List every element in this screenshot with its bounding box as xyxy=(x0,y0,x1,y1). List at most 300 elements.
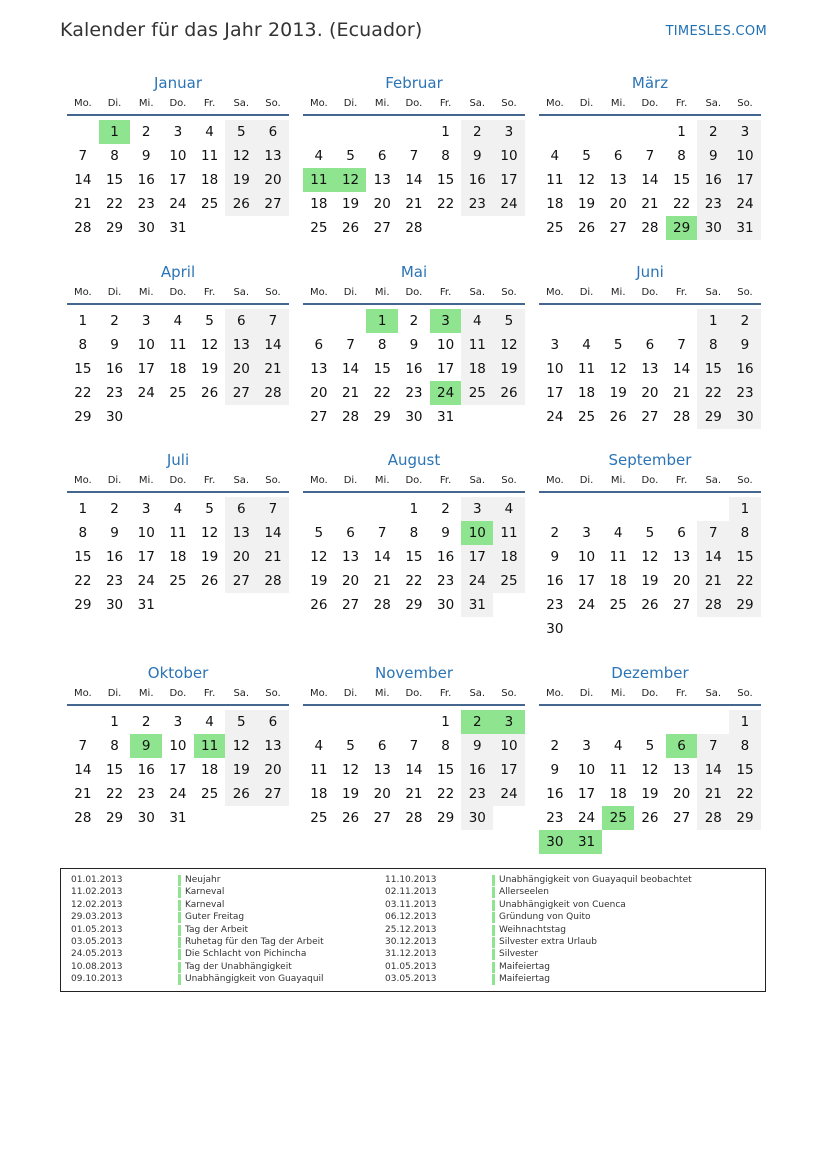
day-cell[interactable]: 28 xyxy=(74,810,92,826)
day-cell[interactable]: 15 xyxy=(74,549,92,565)
day-cell[interactable]: 21 xyxy=(641,196,659,212)
day-cell[interactable]: 23 xyxy=(697,192,729,216)
day-cell[interactable]: 15 xyxy=(697,357,729,381)
day-cell[interactable]: 17 xyxy=(169,172,187,188)
day-cell[interactable]: 26 xyxy=(310,597,328,613)
day-cell[interactable]: 8 xyxy=(677,148,686,164)
day-cell[interactable]: 2 xyxy=(141,124,151,140)
day-cell[interactable]: 11 xyxy=(493,521,525,545)
day-cell[interactable]: 24 xyxy=(577,597,596,613)
day-cell[interactable]: 13 xyxy=(257,734,289,758)
day-cell[interactable]: 13 xyxy=(373,762,391,778)
day-cell[interactable]: 19 xyxy=(310,573,328,589)
day-cell[interactable]: 12 xyxy=(577,172,596,188)
day-cell[interactable]: 17 xyxy=(437,361,455,377)
day-cell[interactable]: 2 xyxy=(729,309,761,333)
day-cell[interactable]: 23 xyxy=(729,381,761,405)
day-cell[interactable]: 13 xyxy=(609,172,627,188)
day-cell[interactable]: 3 xyxy=(461,497,493,521)
day-cell[interactable]: 5 xyxy=(645,738,655,754)
day-cell[interactable]: 4 xyxy=(173,313,183,329)
holiday-day[interactable]: 29 xyxy=(666,216,698,240)
day-cell[interactable]: 13 xyxy=(341,549,360,565)
day-cell[interactable]: 12 xyxy=(641,762,659,778)
day-cell[interactable]: 6 xyxy=(645,337,655,353)
day-cell[interactable]: 11 xyxy=(169,525,187,541)
day-cell[interactable]: 19 xyxy=(341,196,360,212)
day-cell[interactable]: 30 xyxy=(105,597,124,613)
day-cell[interactable]: 4 xyxy=(613,525,623,541)
day-cell[interactable]: 9 xyxy=(550,762,560,778)
holiday-day[interactable]: 6 xyxy=(666,734,698,758)
day-cell[interactable]: 8 xyxy=(409,525,419,541)
holiday-day[interactable]: 31 xyxy=(571,830,603,854)
day-cell[interactable]: 31 xyxy=(169,220,187,236)
day-cell[interactable]: 13 xyxy=(641,361,659,377)
day-cell[interactable]: 29 xyxy=(729,593,761,617)
day-cell[interactable]: 8 xyxy=(697,333,729,357)
day-cell[interactable]: 15 xyxy=(74,361,92,377)
day-cell[interactable]: 10 xyxy=(577,762,596,778)
day-cell[interactable]: 21 xyxy=(257,545,289,569)
day-cell[interactable]: 16 xyxy=(105,549,124,565)
day-cell[interactable]: 2 xyxy=(697,120,729,144)
day-cell[interactable]: 29 xyxy=(405,597,423,613)
day-cell[interactable]: 24 xyxy=(493,192,525,216)
day-cell[interactable]: 18 xyxy=(310,196,328,212)
day-cell[interactable]: 7 xyxy=(409,148,419,164)
day-cell[interactable]: 25 xyxy=(546,220,564,236)
holiday-day[interactable]: 11 xyxy=(194,734,226,758)
day-cell[interactable]: 23 xyxy=(137,196,155,212)
day-cell[interactable]: 14 xyxy=(405,172,423,188)
day-cell[interactable]: 6 xyxy=(314,337,324,353)
day-cell[interactable]: 12 xyxy=(201,525,219,541)
day-cell[interactable]: 10 xyxy=(546,361,564,377)
day-cell[interactable]: 12 xyxy=(493,333,525,357)
day-cell[interactable]: 20 xyxy=(257,168,289,192)
day-cell[interactable]: 6 xyxy=(257,120,289,144)
day-cell[interactable]: 22 xyxy=(373,385,391,401)
day-cell[interactable]: 22 xyxy=(729,782,761,806)
day-cell[interactable]: 9 xyxy=(141,148,151,164)
day-cell[interactable]: 23 xyxy=(105,573,124,589)
day-cell[interactable]: 28 xyxy=(697,593,729,617)
holiday-day[interactable]: 2 xyxy=(461,710,493,734)
day-cell[interactable]: 26 xyxy=(341,810,360,826)
day-cell[interactable]: 29 xyxy=(697,405,729,429)
day-cell[interactable]: 21 xyxy=(405,196,423,212)
holiday-day[interactable]: 24 xyxy=(430,381,462,405)
day-cell[interactable]: 13 xyxy=(310,361,328,377)
day-cell[interactable]: 27 xyxy=(641,409,659,425)
day-cell[interactable]: 10 xyxy=(729,144,761,168)
day-cell[interactable]: 16 xyxy=(697,168,729,192)
day-cell[interactable]: 21 xyxy=(697,782,729,806)
day-cell[interactable]: 1 xyxy=(110,714,119,730)
holiday-day[interactable]: 3 xyxy=(493,710,525,734)
day-cell[interactable]: 21 xyxy=(74,786,92,802)
day-cell[interactable]: 22 xyxy=(105,196,124,212)
day-cell[interactable]: 15 xyxy=(105,762,124,778)
day-cell[interactable]: 24 xyxy=(493,782,525,806)
day-cell[interactable]: 6 xyxy=(377,148,387,164)
day-cell[interactable]: 30 xyxy=(546,621,564,637)
day-cell[interactable]: 1 xyxy=(677,124,686,140)
day-cell[interactable]: 11 xyxy=(577,361,596,377)
day-cell[interactable]: 9 xyxy=(697,144,729,168)
day-cell[interactable]: 23 xyxy=(105,385,124,401)
day-cell[interactable]: 10 xyxy=(137,337,155,353)
day-cell[interactable]: 17 xyxy=(493,168,525,192)
day-cell[interactable]: 31 xyxy=(729,216,761,240)
day-cell[interactable]: 2 xyxy=(141,714,151,730)
day-cell[interactable]: 20 xyxy=(673,786,691,802)
day-cell[interactable]: 15 xyxy=(105,172,124,188)
day-cell[interactable]: 14 xyxy=(341,361,360,377)
day-cell[interactable]: 13 xyxy=(673,549,691,565)
day-cell[interactable]: 13 xyxy=(225,333,257,357)
day-cell[interactable]: 20 xyxy=(373,786,391,802)
day-cell[interactable]: 7 xyxy=(645,148,655,164)
day-cell[interactable]: 23 xyxy=(461,192,493,216)
day-cell[interactable]: 4 xyxy=(493,497,525,521)
day-cell[interactable]: 6 xyxy=(677,525,686,541)
day-cell[interactable]: 9 xyxy=(441,525,450,541)
day-cell[interactable]: 15 xyxy=(729,758,761,782)
holiday-day[interactable]: 30 xyxy=(539,830,571,854)
day-cell[interactable]: 2 xyxy=(110,313,119,329)
day-cell[interactable]: 8 xyxy=(110,738,119,754)
day-cell[interactable]: 19 xyxy=(641,573,659,589)
day-cell[interactable]: 30 xyxy=(137,810,155,826)
day-cell[interactable]: 28 xyxy=(257,381,289,405)
day-cell[interactable]: 7 xyxy=(409,738,419,754)
brand-link[interactable]: TIMESLES.COM xyxy=(665,24,767,39)
day-cell[interactable]: 16 xyxy=(546,786,564,802)
day-cell[interactable]: 19 xyxy=(225,168,257,192)
day-cell[interactable]: 26 xyxy=(225,782,257,806)
day-cell[interactable]: 16 xyxy=(105,361,124,377)
day-cell[interactable]: 19 xyxy=(577,196,596,212)
day-cell[interactable]: 5 xyxy=(493,309,525,333)
day-cell[interactable]: 19 xyxy=(201,361,219,377)
day-cell[interactable]: 7 xyxy=(697,521,729,545)
day-cell[interactable]: 16 xyxy=(137,172,155,188)
day-cell[interactable]: 14 xyxy=(74,172,92,188)
day-cell[interactable]: 25 xyxy=(461,381,493,405)
day-cell[interactable]: 4 xyxy=(613,738,623,754)
day-cell[interactable]: 21 xyxy=(697,569,729,593)
day-cell[interactable]: 12 xyxy=(225,734,257,758)
day-cell[interactable]: 23 xyxy=(405,385,423,401)
day-cell[interactable]: 31 xyxy=(437,409,455,425)
day-cell[interactable]: 10 xyxy=(437,337,455,353)
day-cell[interactable]: 18 xyxy=(609,786,627,802)
day-cell[interactable]: 28 xyxy=(257,569,289,593)
day-cell[interactable]: 20 xyxy=(673,573,691,589)
day-cell[interactable]: 10 xyxy=(577,549,596,565)
day-cell[interactable]: 20 xyxy=(310,385,328,401)
day-cell[interactable]: 31 xyxy=(169,810,187,826)
day-cell[interactable]: 9 xyxy=(729,333,761,357)
day-cell[interactable]: 29 xyxy=(373,409,391,425)
day-cell[interactable]: 24 xyxy=(169,196,187,212)
day-cell[interactable]: 19 xyxy=(493,357,525,381)
day-cell[interactable]: 19 xyxy=(641,786,659,802)
day-cell[interactable]: 1 xyxy=(441,714,450,730)
day-cell[interactable]: 3 xyxy=(141,501,151,517)
day-cell[interactable]: 7 xyxy=(78,148,88,164)
day-cell[interactable]: 16 xyxy=(729,357,761,381)
day-cell[interactable]: 6 xyxy=(225,309,257,333)
day-cell[interactable]: 11 xyxy=(310,762,328,778)
day-cell[interactable]: 28 xyxy=(405,810,423,826)
day-cell[interactable]: 18 xyxy=(169,361,187,377)
day-cell[interactable]: 23 xyxy=(546,810,564,826)
day-cell[interactable]: 17 xyxy=(493,758,525,782)
day-cell[interactable]: 15 xyxy=(405,549,423,565)
day-cell[interactable]: 11 xyxy=(609,762,627,778)
day-cell[interactable]: 23 xyxy=(137,786,155,802)
day-cell[interactable]: 10 xyxy=(169,148,187,164)
day-cell[interactable]: 3 xyxy=(550,337,560,353)
day-cell[interactable]: 7 xyxy=(697,734,729,758)
holiday-day[interactable]: 1 xyxy=(99,120,131,144)
holiday-day[interactable]: 3 xyxy=(430,309,462,333)
holiday-day[interactable]: 11 xyxy=(303,168,335,192)
day-cell[interactable]: 14 xyxy=(697,545,729,569)
day-cell[interactable]: 7 xyxy=(346,337,355,353)
day-cell[interactable]: 14 xyxy=(257,333,289,357)
day-cell[interactable]: 27 xyxy=(673,597,691,613)
day-cell[interactable]: 4 xyxy=(582,337,591,353)
day-cell[interactable]: 20 xyxy=(225,545,257,569)
day-cell[interactable]: 27 xyxy=(609,220,627,236)
day-cell[interactable]: 14 xyxy=(673,361,691,377)
day-cell[interactable]: 17 xyxy=(137,549,155,565)
day-cell[interactable]: 28 xyxy=(405,220,423,236)
day-cell[interactable]: 29 xyxy=(74,409,92,425)
day-cell[interactable]: 7 xyxy=(257,309,289,333)
day-cell[interactable]: 26 xyxy=(225,192,257,216)
day-cell[interactable]: 18 xyxy=(201,172,219,188)
day-cell[interactable]: 3 xyxy=(493,120,525,144)
day-cell[interactable]: 15 xyxy=(437,762,455,778)
day-cell[interactable]: 18 xyxy=(577,385,596,401)
day-cell[interactable]: 15 xyxy=(729,545,761,569)
day-cell[interactable]: 6 xyxy=(346,525,355,541)
day-cell[interactable]: 3 xyxy=(173,124,183,140)
day-cell[interactable]: 12 xyxy=(310,549,328,565)
day-cell[interactable]: 4 xyxy=(173,501,183,517)
day-cell[interactable]: 30 xyxy=(729,405,761,429)
day-cell[interactable]: 29 xyxy=(105,220,124,236)
day-cell[interactable]: 12 xyxy=(609,361,627,377)
day-cell[interactable]: 11 xyxy=(609,549,627,565)
day-cell[interactable]: 24 xyxy=(546,409,564,425)
day-cell[interactable]: 8 xyxy=(78,525,88,541)
day-cell[interactable]: 20 xyxy=(373,196,391,212)
day-cell[interactable]: 11 xyxy=(546,172,564,188)
day-cell[interactable]: 14 xyxy=(405,762,423,778)
day-cell[interactable]: 17 xyxy=(546,385,564,401)
day-cell[interactable]: 12 xyxy=(201,337,219,353)
day-cell[interactable]: 11 xyxy=(201,148,219,164)
day-cell[interactable]: 20 xyxy=(341,573,360,589)
day-cell[interactable]: 29 xyxy=(729,806,761,830)
day-cell[interactable]: 24 xyxy=(137,385,155,401)
day-cell[interactable]: 10 xyxy=(137,525,155,541)
day-cell[interactable]: 7 xyxy=(257,497,289,521)
day-cell[interactable]: 18 xyxy=(201,762,219,778)
day-cell[interactable]: 18 xyxy=(310,786,328,802)
day-cell[interactable]: 1 xyxy=(729,497,761,521)
day-cell[interactable]: 6 xyxy=(613,148,623,164)
day-cell[interactable]: 18 xyxy=(461,357,493,381)
day-cell[interactable]: 17 xyxy=(577,786,596,802)
day-cell[interactable]: 27 xyxy=(310,409,328,425)
day-cell[interactable]: 7 xyxy=(78,738,88,754)
holiday-day[interactable]: 9 xyxy=(130,734,162,758)
day-cell[interactable]: 28 xyxy=(373,597,391,613)
day-cell[interactable]: 11 xyxy=(169,337,187,353)
day-cell[interactable]: 5 xyxy=(225,120,257,144)
day-cell[interactable]: 30 xyxy=(461,806,493,830)
day-cell[interactable]: 25 xyxy=(201,196,219,212)
day-cell[interactable]: 26 xyxy=(577,220,596,236)
day-cell[interactable]: 12 xyxy=(641,549,659,565)
day-cell[interactable]: 29 xyxy=(437,810,455,826)
day-cell[interactable]: 25 xyxy=(201,786,219,802)
day-cell[interactable]: 24 xyxy=(137,573,155,589)
day-cell[interactable]: 7 xyxy=(377,525,387,541)
day-cell[interactable]: 22 xyxy=(729,569,761,593)
day-cell[interactable]: 7 xyxy=(677,337,686,353)
day-cell[interactable]: 26 xyxy=(641,597,659,613)
day-cell[interactable]: 28 xyxy=(341,409,360,425)
holiday-day[interactable]: 12 xyxy=(335,168,367,192)
day-cell[interactable]: 21 xyxy=(673,385,691,401)
day-cell[interactable]: 18 xyxy=(493,545,525,569)
day-cell[interactable]: 27 xyxy=(257,782,289,806)
day-cell[interactable]: 17 xyxy=(461,545,493,569)
day-cell[interactable]: 17 xyxy=(577,573,596,589)
day-cell[interactable]: 25 xyxy=(169,573,187,589)
day-cell[interactable]: 30 xyxy=(405,409,423,425)
day-cell[interactable]: 14 xyxy=(257,521,289,545)
day-cell[interactable]: 12 xyxy=(341,762,360,778)
day-cell[interactable]: 19 xyxy=(225,758,257,782)
day-cell[interactable]: 21 xyxy=(341,385,360,401)
day-cell[interactable]: 28 xyxy=(74,220,92,236)
day-cell[interactable]: 4 xyxy=(314,738,324,754)
day-cell[interactable]: 24 xyxy=(577,810,596,826)
day-cell[interactable]: 19 xyxy=(201,549,219,565)
day-cell[interactable]: 22 xyxy=(437,786,455,802)
day-cell[interactable]: 3 xyxy=(729,120,761,144)
day-cell[interactable]: 3 xyxy=(582,525,591,541)
day-cell[interactable]: 15 xyxy=(673,172,691,188)
day-cell[interactable]: 27 xyxy=(225,569,257,593)
day-cell[interactable]: 26 xyxy=(201,573,219,589)
holiday-day[interactable]: 10 xyxy=(461,521,493,545)
day-cell[interactable]: 13 xyxy=(373,172,391,188)
day-cell[interactable]: 22 xyxy=(74,573,92,589)
day-cell[interactable]: 6 xyxy=(225,497,257,521)
day-cell[interactable]: 19 xyxy=(609,385,627,401)
day-cell[interactable]: 26 xyxy=(201,385,219,401)
day-cell[interactable]: 18 xyxy=(609,573,627,589)
holiday-day[interactable]: 25 xyxy=(602,806,634,830)
day-cell[interactable]: 23 xyxy=(546,597,564,613)
day-cell[interactable]: 1 xyxy=(697,309,729,333)
day-cell[interactable]: 14 xyxy=(641,172,659,188)
day-cell[interactable]: 2 xyxy=(110,501,119,517)
day-cell[interactable]: 27 xyxy=(373,810,391,826)
day-cell[interactable]: 17 xyxy=(137,361,155,377)
day-cell[interactable]: 11 xyxy=(461,333,493,357)
day-cell[interactable]: 30 xyxy=(437,597,455,613)
day-cell[interactable]: 28 xyxy=(641,220,659,236)
day-cell[interactable]: 2 xyxy=(461,120,493,144)
day-cell[interactable]: 4 xyxy=(205,124,214,140)
day-cell[interactable]: 4 xyxy=(205,714,214,730)
day-cell[interactable]: 18 xyxy=(546,196,564,212)
day-cell[interactable]: 24 xyxy=(729,192,761,216)
day-cell[interactable]: 31 xyxy=(137,597,155,613)
day-cell[interactable]: 8 xyxy=(377,337,387,353)
day-cell[interactable]: 6 xyxy=(257,710,289,734)
day-cell[interactable]: 21 xyxy=(74,196,92,212)
day-cell[interactable]: 8 xyxy=(729,521,761,545)
day-cell[interactable]: 14 xyxy=(373,549,391,565)
day-cell[interactable]: 3 xyxy=(141,313,151,329)
day-cell[interactable]: 15 xyxy=(437,172,455,188)
day-cell[interactable]: 26 xyxy=(641,810,659,826)
day-cell[interactable]: 25 xyxy=(493,569,525,593)
day-cell[interactable]: 19 xyxy=(341,786,360,802)
day-cell[interactable]: 5 xyxy=(205,501,214,517)
day-cell[interactable]: 20 xyxy=(257,758,289,782)
day-cell[interactable]: 2 xyxy=(441,501,450,517)
day-cell[interactable]: 3 xyxy=(173,714,183,730)
day-cell[interactable]: 5 xyxy=(582,148,591,164)
day-cell[interactable]: 8 xyxy=(110,148,119,164)
day-cell[interactable]: 24 xyxy=(169,786,187,802)
day-cell[interactable]: 27 xyxy=(341,597,360,613)
day-cell[interactable]: 18 xyxy=(169,549,187,565)
day-cell[interactable]: 9 xyxy=(461,144,493,168)
day-cell[interactable]: 5 xyxy=(346,738,355,754)
day-cell[interactable]: 17 xyxy=(169,762,187,778)
day-cell[interactable]: 22 xyxy=(74,385,92,401)
day-cell[interactable]: 30 xyxy=(697,216,729,240)
day-cell[interactable]: 3 xyxy=(582,738,591,754)
day-cell[interactable]: 14 xyxy=(74,762,92,778)
day-cell[interactable]: 8 xyxy=(729,734,761,758)
day-cell[interactable]: 2 xyxy=(550,738,560,754)
day-cell[interactable]: 25 xyxy=(310,810,328,826)
day-cell[interactable]: 16 xyxy=(437,549,455,565)
day-cell[interactable]: 10 xyxy=(169,738,187,754)
day-cell[interactable]: 1 xyxy=(78,501,88,517)
day-cell[interactable]: 1 xyxy=(78,313,88,329)
day-cell[interactable]: 10 xyxy=(493,734,525,758)
day-cell[interactable]: 16 xyxy=(461,168,493,192)
day-cell[interactable]: 9 xyxy=(550,549,560,565)
day-cell[interactable]: 22 xyxy=(105,786,124,802)
